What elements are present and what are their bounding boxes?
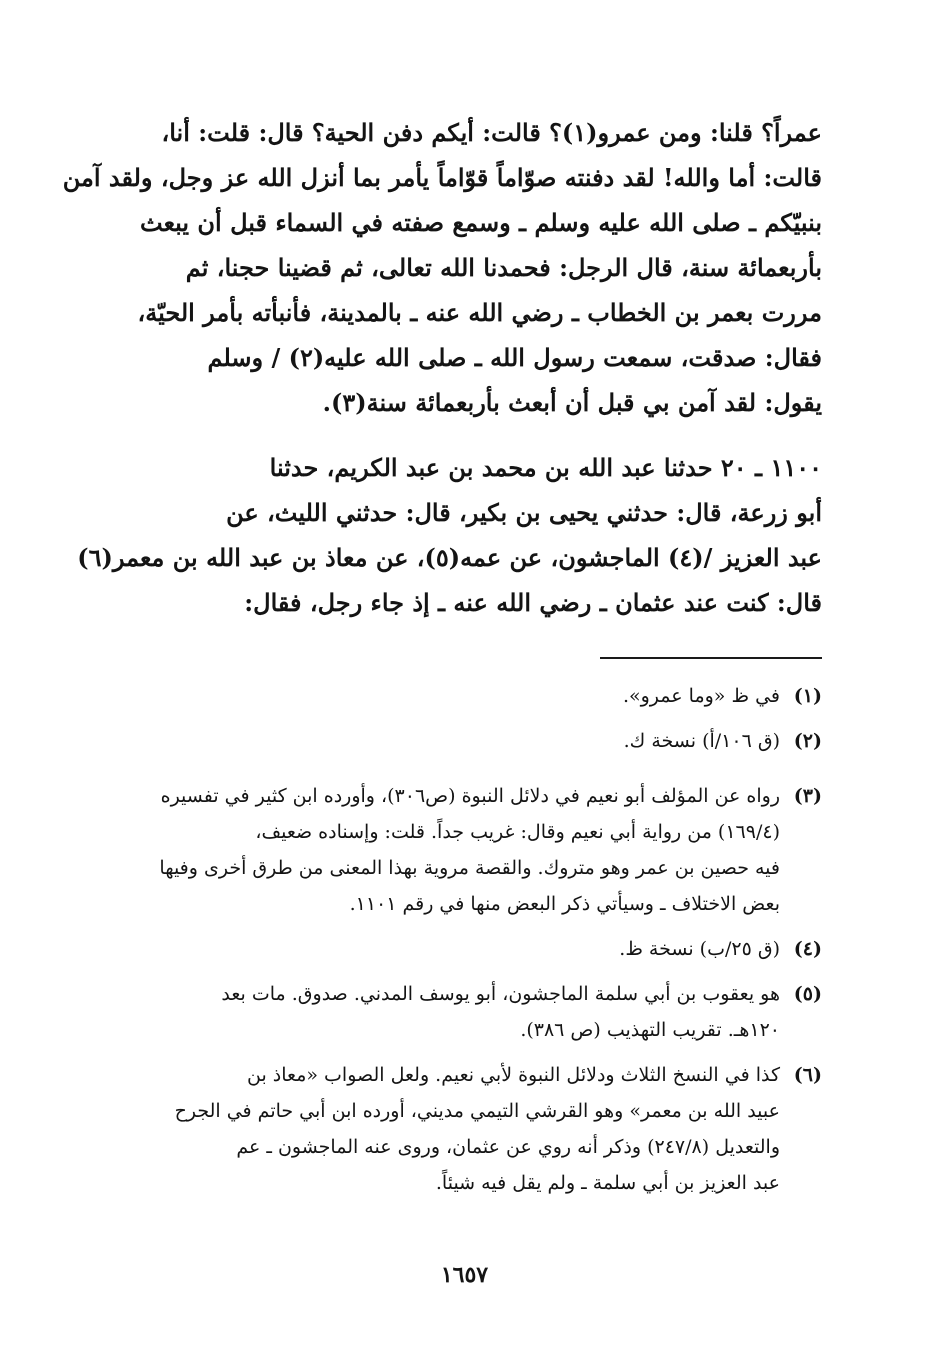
footnote-line: (ق ١٠٦/أ) نسخة ك. — [623, 730, 780, 752]
footnote-6 — [132, 1057, 822, 1201]
footnote-line: كذا في النسخ الثلاث ودلائل النبوة لأبي نعيم. ولعل الصواب «معاذ بن — [247, 1064, 780, 1086]
footnotes-group-2 — [132, 778, 822, 1210]
footnote-line: في ظ «وما عمرو». — [622, 685, 780, 707]
footnote-divider — [600, 657, 822, 659]
footnote-number: (٦) — [793, 1064, 822, 1086]
text-line: ١١٠٠ ـ ٢٠ حدثنا عبد الله بن محمد بن عبد الكريم، حدثنا — [269, 453, 822, 482]
text-line: قالت: أما والله! لقد دفنته صوّاماً قوّاماً يأمر بما أنزل الله عز وجل، ولقد آمن — [62, 163, 822, 192]
footnote-line: هو يعقوب بن أبي سلمة الماجشون، أبو يوسف المدني. صدوق. مات بعد — [221, 983, 780, 1005]
footnote-line: (١٦٩/٤) من رواية أبي نعيم وقال: غريب جداً. قلت: وإسناده ضعيف، — [255, 821, 780, 843]
text-line: يقول: لقد آمن بي قبل أن أبعث بأربعمائة سنة(٣). — [322, 388, 822, 417]
footnote-line: بعض الاختلاف ـ وسيأتي ذكر البعض منها في رقم ١١٠١. — [349, 893, 780, 915]
text-line: بنبيّكم ـ صلى الله عليه وسلم ـ وسمع صفته في السماء قبل أن يبعث — [140, 208, 822, 237]
page-number: ١٦٥٧ — [440, 1262, 489, 1288]
footnote-1 — [132, 678, 822, 714]
text-line: عبد العزيز /(٤) الماجشون، عن عمه(٥)، عن معاذ بن عبد الله بن معمر(٦) — [77, 543, 822, 572]
main-paragraph-1 — [62, 110, 822, 425]
footnote-line: (ق ٢٥/ب) نسخة ظ. — [619, 938, 780, 960]
footnote-line: عبد العزيز بن أبي سلمة ـ ولم يقل فيه شيئاً. — [435, 1172, 780, 1194]
footnote-number: (٥) — [793, 983, 822, 1005]
text-line: مررت بعمر بن الخطاب ـ رضي الله عنه ـ بالمدينة، فأنبأته بأمر الحيّة، — [137, 298, 822, 327]
text-line: عمراً؟ قلنا: ومن عمرو(١)؟ قالت: أيكم دفن الحية؟ قال: قلت: أنا، — [161, 118, 822, 147]
footnote-4 — [132, 931, 822, 967]
footnote-line: رواه عن المؤلف أبو نعيم في دلائل النبوة (ص٣٠٦)، وأورده ابن كثير في تفسيره — [160, 785, 780, 807]
footnote-number: (١) — [793, 685, 822, 707]
footnote-number: (٢) — [793, 730, 822, 752]
footnote-line: عبيد الله بن معمر» وهو القرشي التيمي مديني، أورده ابن أبي حاتم في الجرح — [174, 1100, 780, 1122]
footnote-number: (٣) — [793, 785, 822, 807]
footnote-2 — [132, 723, 822, 759]
footnote-line: فيه حصين بن عمر وهو متروك. والقصة مروية بهذا المعنى من طرق أخرى وفيها — [159, 857, 780, 879]
text-line: أبو زرعة، قال: حدثني يحيى بن بكير، قال: حدثني الليث، عن — [226, 498, 822, 527]
main-paragraph-2 — [77, 445, 822, 625]
footnotes-group-1 — [132, 678, 822, 768]
footnote-line: والتعديل (٢٤٧/٨) وذكر أنه روي عن عثمان، وروى عنه الماجشون ـ عم — [236, 1136, 780, 1158]
footnote-number: (٤) — [793, 938, 822, 960]
text-line: قال: كنت عند عثمان ـ رضي الله عنه ـ إذ جاء رجل، فقال: — [244, 588, 822, 617]
footnote-5 — [132, 976, 822, 1048]
footnote-3 — [132, 778, 822, 922]
text-line: بأربعمائة سنة، قال الرجل: فحمدنا الله تعالى، ثم قضينا حجنا، ثم — [185, 253, 822, 282]
text-line: فقال: صدقت، سمعت رسول الله ـ صلى الله عليه(٢) / وسلم — [207, 343, 822, 372]
footnote-line: ١٢٠هـ. تقريب التهذيب (ص ٣٨٦). — [520, 1019, 780, 1041]
